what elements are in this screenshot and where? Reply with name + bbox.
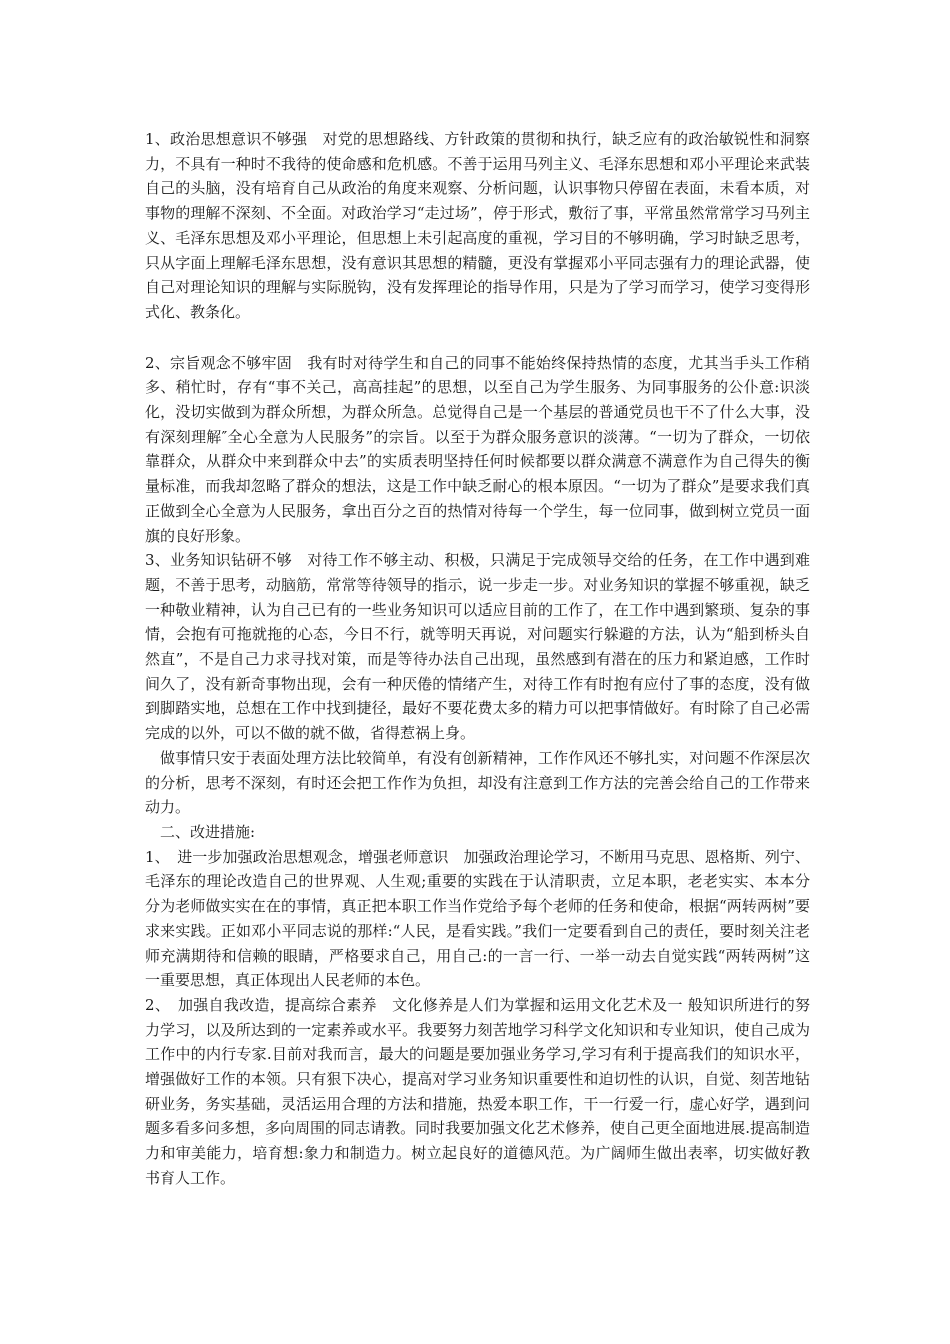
document-body	[145, 127, 810, 1191]
paragraph-political-awareness: 1、政治思想意识不够强 对党的思想路线、方针政策的贯彻和执行，缺乏应有的政治敏锐性和洞察力，不具有一种时不我待的使命感和危机感。不善于运用马列主义、毛泽东思想和邓小平理论来武装自己的头脑，没有培育自己从政治的角度来观察、分析问题，认识事物只停留在表面，未看本质，对事物的理解不深刻、不全面。对政治学习“走过场”，停于形式，敷衍了事，平常虽然常常学习马列主义、毛泽东思想及邓小平理论，但思想上未引起高度的重视，学习目的不够明确，学习时缺乏思考，只从字面上理解毛泽东思想，没有意识其思想的精髓，更没有掌握邓小平同志强有力的理论武器，使自己对理论知识的理解与实际脱钩，没有发挥理论的指导作用，只是为了学习而学习，使学习变得形式化、教条化。	[145, 130, 810, 321]
paragraph-measure-political: 1、 进一步加强政治思想观念，增强老师意识 加强政治理论学习，不断用马克思、恩格斯、列宁、毛泽东的理论改造自己的世界观、人生观;重要的实践在于认清职责，立足本职，老老实实、本本分分为老师做实实在在的事情，真正把本职工作当作党给予每个老师的任务和使命，根据“两转两树”要求来实践。正如邓小平同志说的那样:“人民，是看实践。”我们一定要看到自己的责任，要时刻关注老师充满期待和信赖的眼睛，严格要求自己，用自己:的一言一行、一举一动去自觉实践“两转两树”这一重要思想，真正体现出人民老师的本色。	[145, 847, 810, 990]
paragraph-spacer	[145, 325, 810, 351]
paragraph-purpose-concept: 2、宗旨观念不够牢固 我有时对待学生和自己的同事不能始终保持热情的态度，尤其当手头工作稍多、稍忙时，存有“事不关己，高高挂起”的思想，以至自己为学生服务、为同事服务的公仆意:识淡化，没切实做到为群众所想，为群众所急。总觉得自己是一个基层的普通党员也干不了什么大事，没有深刻理解″全心全意为人民服务”的宗旨。以至于为群众服务意识的淡薄。“一切为了群众，一切依靠群众，从群众中来到群众中去”的实质表明坚持任何时候都要以群众满意不满意作为自己得失的衡量标准，而我却忽略了群众的想法，这是工作中缺乏耐心的根本原因。“一切为了群众”是要求我们真正做到全心全意为人民服务，拿出百分之百的热情对待每一个学生，每一位同事，做到树立党员一面旗的良好形象。	[145, 353, 810, 545]
paragraph-work-style: 做事情只安于表面处理方法比较简单，有没有创新精神，工作作风还不够扎实，对问题不作深层次的分析，思考不深刻，有时还会把工作作为负担，却没有注意到工作方法的完善会给自己的工作带来动力。	[145, 748, 810, 817]
paragraph-business-knowledge: 3、业务知识钻研不够 对待工作不够主动、积极，只满足于完成领导交给的任务，在工作中遇到难题，不善于思考，动脑筋，常常等待领导的指示，说一步走一步。对业务知识的掌握不够重视，缺乏一种敬业精神，认为自己已有的一些业务知识可以适应目前的工作了，在工作中遇到繁琐、复杂的事情，会抱有可拖就拖的心态，今日不行，就等明天再说，对问题实行躲避的方法，认为“船到桥头自然直”，不是自己力求寻找对策，而是等待办法自己出现，虽然感到有潜在的压力和紧迫感，工作时间久了，没有新奇事物出现，会有一种厌倦的情绪产生，对待工作有时抱有应付了事的态度，没有做到脚踏实地，总想在工作中找到捷径，最好不要花费太多的精力可以把事情做好。有时除了自己必需完成的以外，可以不做的就不做，省得惹祸上身。	[145, 551, 810, 743]
section-heading-improvement-measures: 二、改进措施:	[160, 822, 256, 841]
paragraph-measure-self-improvement: 2、 加强自我改造，提高综合素养 文化修养是人们为掌握和运用文化艺术及一 般知识所进行的努力学习，以及所达到的一定素养或水平。我要努力刻苦地学习科学文化知识和专业知识，使自己成为工作中的内行专家.目前对我而言，最大的问题是要加强业务学习,学习有利于提高我们的知识水平，增强做好工作的本领。只有狠下决心，提高对学习业务知识重要性和迫切性的认识，自觉、刻苦地钻研业务，务实基础，灵活运用合理的方法和措施，热爱本职工作，干一行爱一行，虚心好学，遇到问题多看多问多想，多向周围的同志请教。同时我要加强文化艺术修养，使自己更全面地进展.提高制造力和审美能力，培育想:象力和制造力。树立起良好的道德风范。为广阔师生做出表率，切实做好教书育人工作。	[145, 995, 810, 1187]
